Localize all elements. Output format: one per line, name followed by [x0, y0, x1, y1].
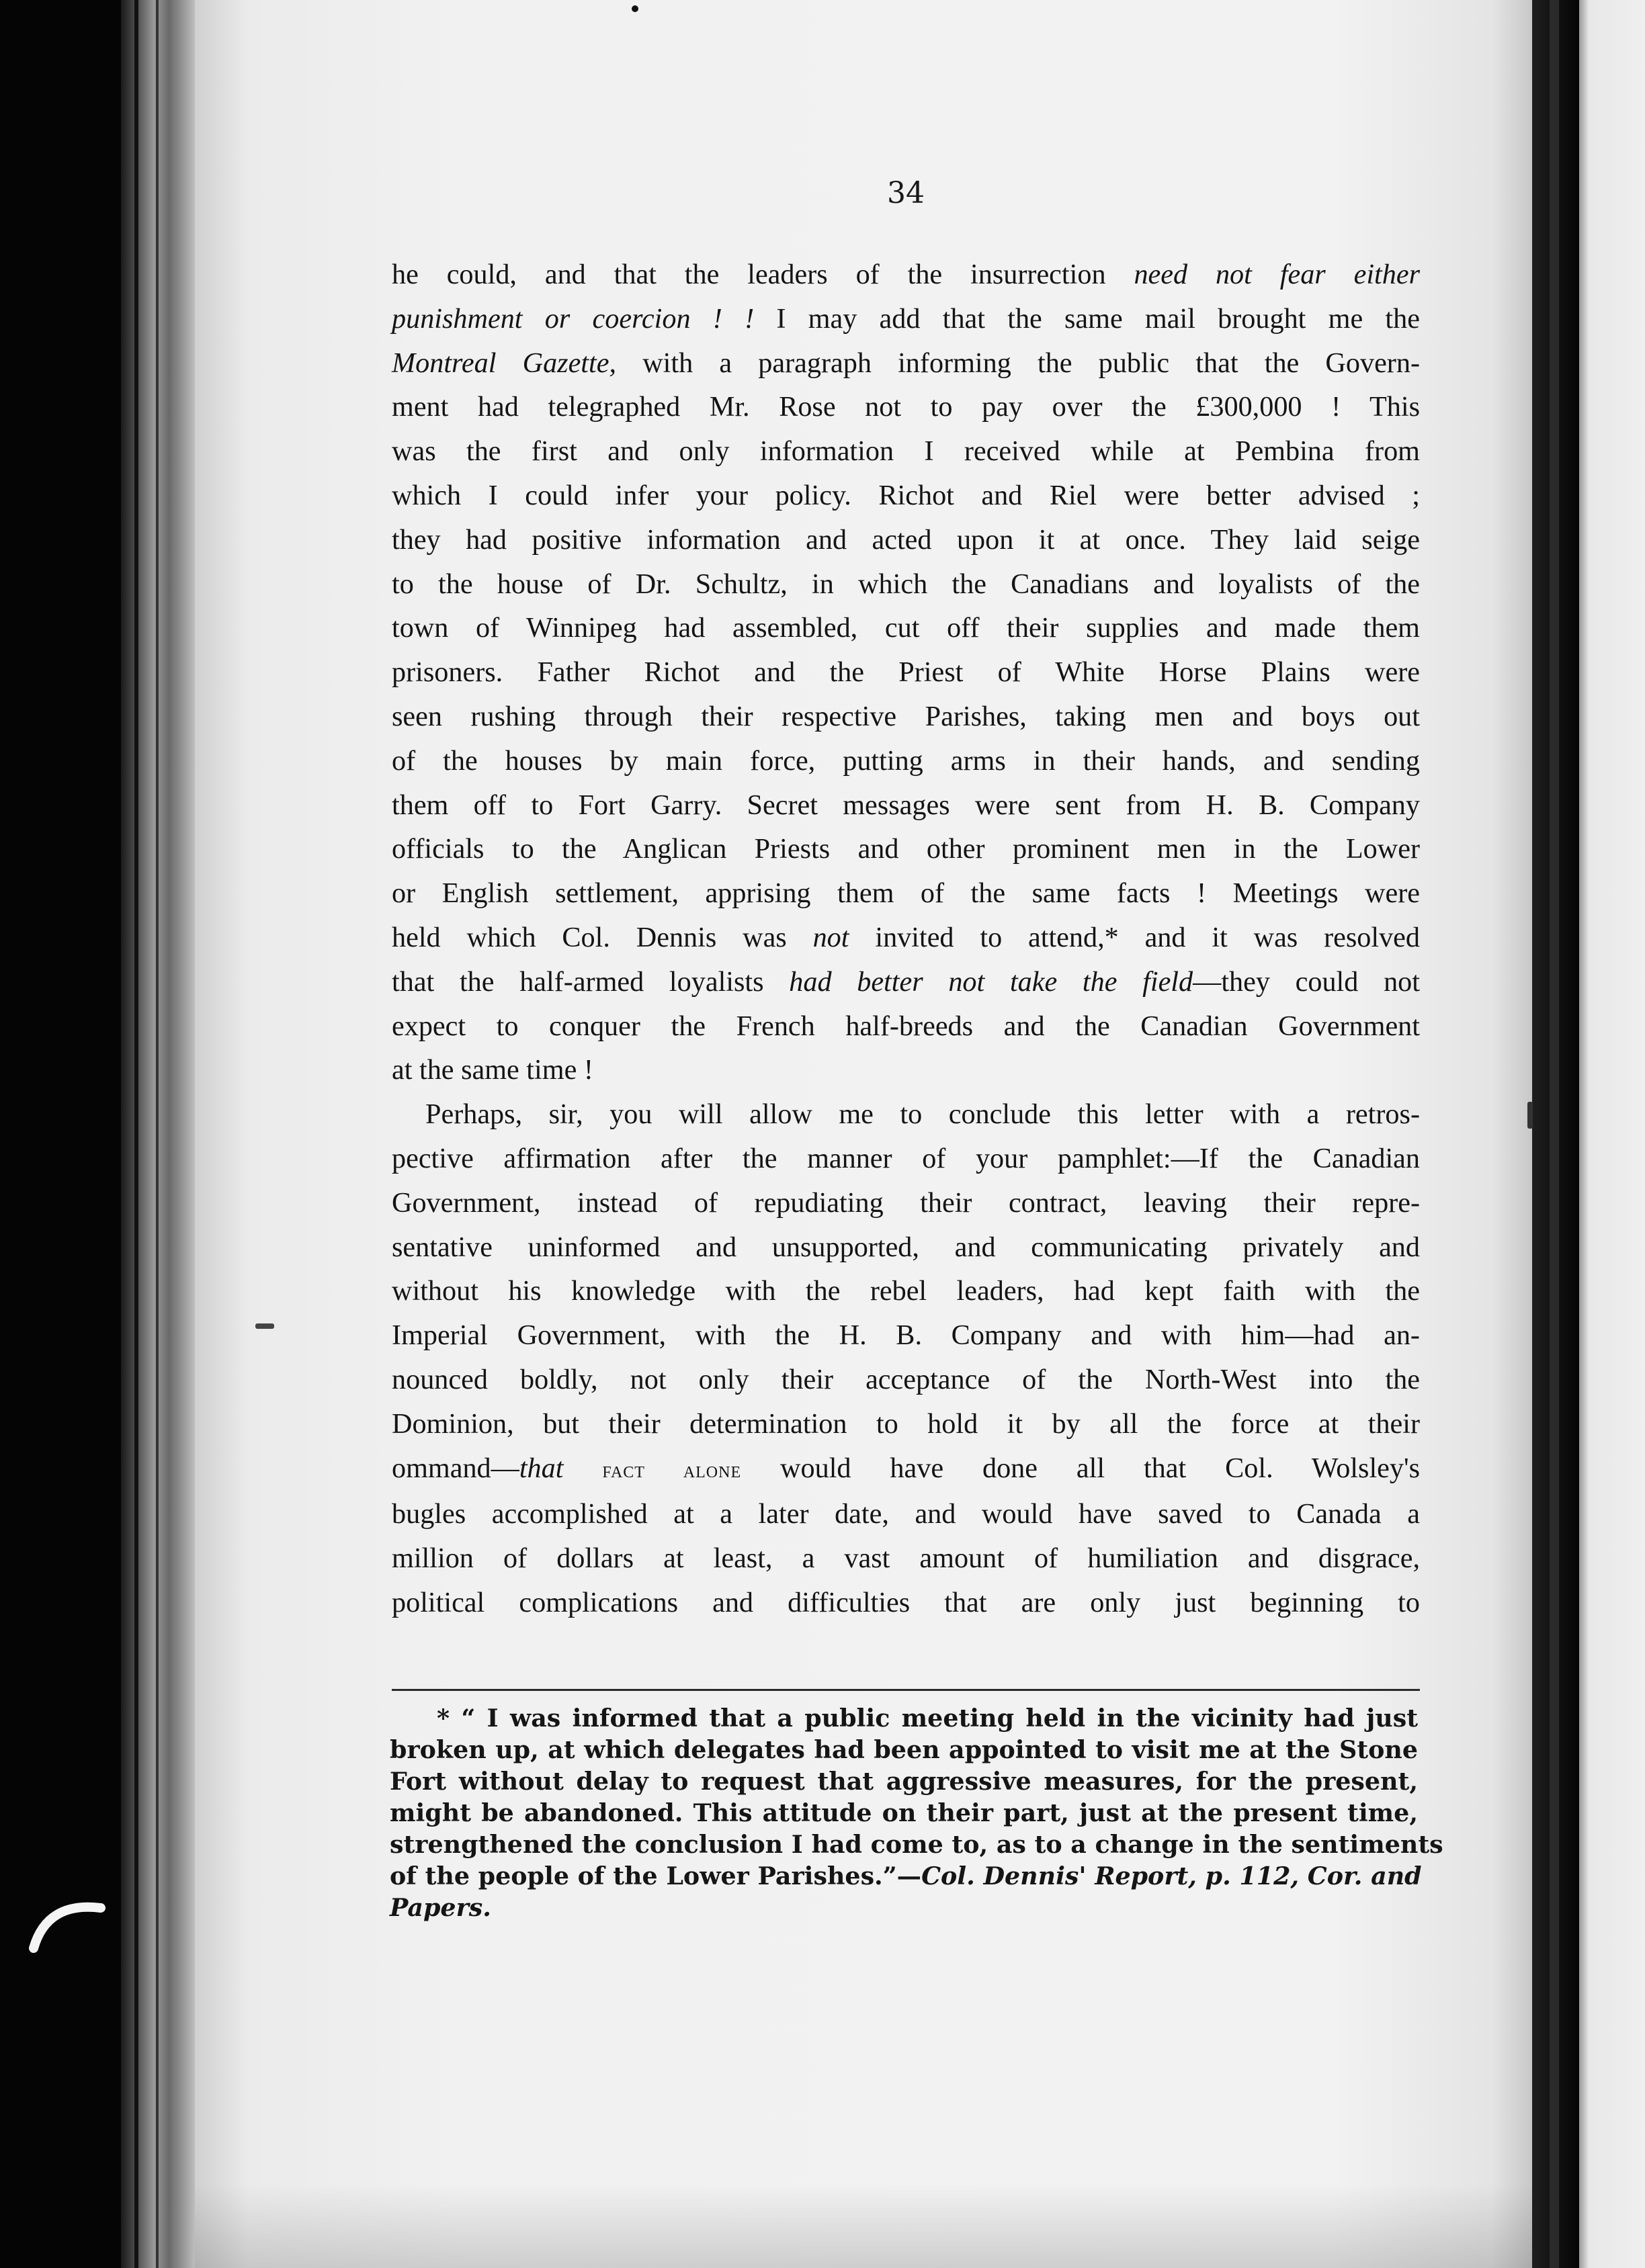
text-run: strengthened the conclusion I had come to, as to a change in the sentiments — [390, 1830, 1443, 1859]
text-line — [392, 739, 1420, 783]
text-line — [392, 429, 1420, 474]
text-run: million of dollars at least, a vast amount of humiliation and disgrace, — [392, 1542, 1420, 1575]
text-run: ommand— — [392, 1452, 519, 1484]
text-run: nounced boldly, not only their acceptance of the North-West into the — [392, 1363, 1420, 1395]
footnote-line — [390, 1797, 1418, 1829]
text-line — [392, 297, 1420, 341]
gutter-line — [1550, 0, 1559, 2268]
italic-text-run: need not fear either — [1134, 259, 1421, 290]
text-run: Government, instead of repudiating their contract, leaving their repre- — [392, 1186, 1420, 1219]
text-run — [563, 1452, 602, 1484]
text-line — [392, 1092, 1420, 1137]
italic-text-run: not — [812, 921, 849, 953]
footnote-line — [390, 1829, 1443, 1860]
binding-line — [134, 0, 138, 2268]
text-run: —they could not — [1193, 965, 1420, 998]
text-line — [392, 1358, 1420, 1402]
text-line — [392, 606, 1420, 650]
text-run: Perhaps, sir, you will allow me to conclude this letter with a retros- — [425, 1098, 1420, 1131]
text-run: or English settlement, apprising them of the same facts ! Meetings were — [392, 877, 1420, 910]
text-line — [392, 1402, 1420, 1446]
text-line — [392, 1446, 1420, 1493]
text-line — [392, 783, 1420, 828]
text-run: officials to the Anglican Priests and other prominent men in the Lower — [392, 833, 1420, 865]
text-line — [392, 1225, 1420, 1270]
text-run: prisoners. Father Richot and the Priest of White Horse Plains were — [392, 656, 1420, 689]
text-run: sentative uninformed and unsupported, and communicating privately and — [392, 1231, 1420, 1263]
scan-speck — [632, 5, 638, 12]
scan-artifact-curl — [27, 1881, 114, 1962]
text-run: would have done all that Col. Wolsley's — [741, 1452, 1421, 1484]
footnote-line — [390, 1892, 1418, 1923]
text-run: without his knowledge with the rebel leaders, had kept faith with the — [392, 1275, 1420, 1307]
text-run: I may add that the same mail brought me the — [754, 302, 1420, 335]
text-line — [392, 1492, 1420, 1536]
text-run: he could, and that the leaders of the insurrection — [392, 259, 1134, 290]
text-run: of the houses by main force, putting arms in their hands, and sending — [392, 744, 1420, 777]
text-run: with a paragraph informing the public that the Govern- — [616, 347, 1420, 379]
text-run: that the half-armed loyalists — [392, 965, 790, 998]
text-line — [392, 1137, 1420, 1181]
text-run: broken up, at which delegates had been appointed to visit me at the Stone — [390, 1735, 1418, 1764]
text-run: Fort without delay to request that aggressive measures, for the present, — [390, 1767, 1418, 1796]
text-line — [392, 1269, 1420, 1313]
text-run: which I could infer your policy. Richot and Riel were better advised ; — [392, 479, 1420, 511]
text-run: seen rushing through their respective Parishes, taking men and boys out — [392, 700, 1420, 732]
text-line — [392, 960, 1420, 1004]
scan-speck — [255, 1323, 274, 1329]
body-text — [392, 253, 1420, 1625]
footnote-line — [390, 1734, 1418, 1765]
text-run: of the people of the Lower Parishes.”— — [390, 1862, 922, 1890]
text-line — [392, 916, 1420, 960]
text-run: to the house of Dr. Schultz, in which the Canadians and loyalists of the — [392, 568, 1420, 600]
text-run: invited to attend,* and it was resolved — [849, 921, 1420, 953]
text-line — [392, 518, 1420, 562]
text-line — [392, 253, 1420, 297]
text-run: might be abandoned. This attitude on their part, just at the present time, — [390, 1798, 1418, 1827]
footnote-line — [390, 1765, 1418, 1797]
text-run: expect to conquer the French half-breeds and the Canadian Government — [392, 1010, 1420, 1042]
text-line — [392, 827, 1420, 871]
italic-text-run: Montreal Gazette, — [392, 347, 617, 379]
text-run: Dominion, but their determination to hold it by all the force at their — [392, 1407, 1420, 1440]
text-run: pective affirmation after the manner of your pamphlet:—If the Canadian — [392, 1142, 1420, 1174]
text-run: they had positive information and acted upon it at once. They laid seige — [392, 523, 1420, 556]
text-line — [392, 871, 1420, 916]
footnote-line — [390, 1702, 1418, 1734]
page-tear-mark — [1527, 1102, 1533, 1129]
text-line — [392, 562, 1420, 607]
text-line — [392, 474, 1420, 518]
binding-line — [156, 0, 159, 2268]
text-line — [392, 385, 1420, 429]
text-line — [392, 1004, 1420, 1049]
text-line — [392, 650, 1420, 695]
page-bottom-shade — [195, 2183, 1532, 2268]
text-run: Imperial Government, with the H. B. Company and with him—had an- — [392, 1319, 1420, 1352]
italic-text-run: Papers. — [390, 1893, 491, 1922]
text-line — [392, 1181, 1420, 1225]
page-number: 34 — [887, 176, 925, 210]
text-run: political complications and difficulties that are only just beginning to — [392, 1586, 1420, 1618]
text-line — [392, 695, 1420, 739]
italic-text-run: Col. Dennis' Report, p. 112, Cor. and — [921, 1862, 1422, 1890]
footnote-rule — [392, 1689, 1420, 1691]
text-run: bugles accomplished at a later date, and would have saved to Canada a — [392, 1498, 1420, 1530]
text-line — [392, 341, 1420, 386]
facing-page-edge — [1579, 0, 1645, 2268]
footnote-line — [390, 1860, 1422, 1892]
text-line — [392, 1313, 1420, 1358]
text-run: town of Winnipeg had assembled, cut off their supplies and made them — [392, 612, 1420, 644]
text-run: ment had telegraphed Mr. Rose not to pay over the £300,000 ! This — [392, 391, 1420, 423]
smallcaps-text-run: fact alone — [602, 1457, 742, 1483]
text-line — [392, 1048, 1420, 1092]
text-run: held which Col. Dennis was — [392, 921, 813, 953]
italic-text-run: had better not take the field — [789, 965, 1193, 998]
text-run: them off to Fort Garry. Secret messages were sent from H. B. Company — [392, 789, 1420, 821]
italic-text-run: that — [519, 1452, 564, 1484]
text-line — [392, 1536, 1420, 1581]
text-run: at the same time ! — [392, 1054, 593, 1086]
footnote — [390, 1702, 1443, 1923]
text-line — [392, 1581, 1420, 1625]
text-run: was the first and only information I received while at Pembina from — [392, 435, 1420, 468]
italic-text-run: punishment or coercion ! ! — [392, 302, 755, 335]
text-run: * “ I was informed that a public meeting held in the vicinity had just — [437, 1704, 1418, 1733]
